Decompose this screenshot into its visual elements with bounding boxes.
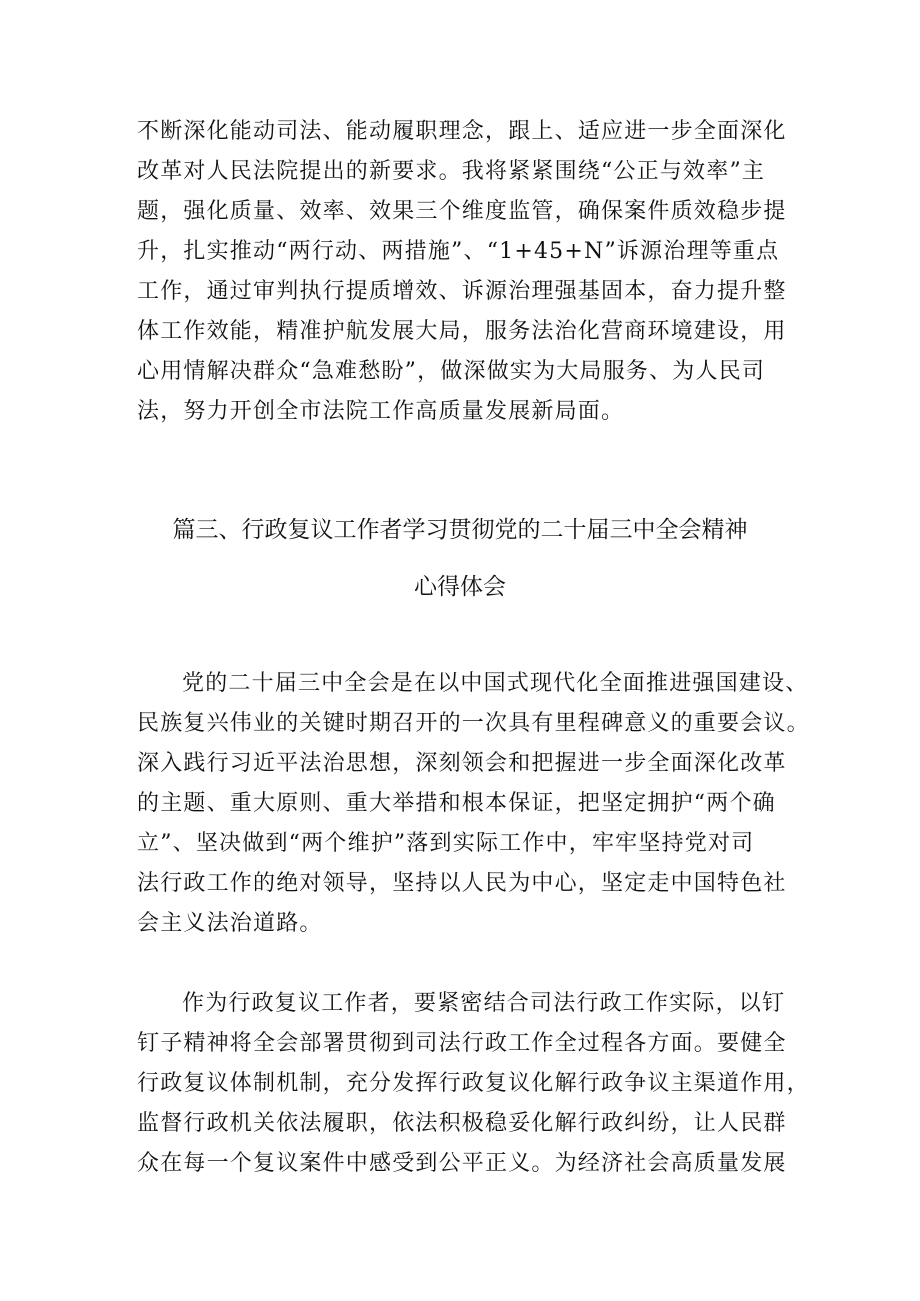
title-line-1: 篇三、行政复议工作者学习贯彻党的二十届三中全会精神 (172, 517, 748, 543)
text-line: 体工作效能，精准护航发展大局，服务法治化营商环境建设，用 (137, 319, 787, 344)
text-line: 民族复兴伟业的关键时期召开的一次具有里程碑意义的重要会议。 (137, 711, 810, 736)
text-line: 众在每一个复议案件中感受到公平正义。为经济社会高质量发展 (137, 1151, 787, 1176)
text-line: 不断深化能动司法、能动履职理念，跟上、适应进一步全面深化 (137, 119, 787, 144)
text-line: 立”、坚决做到“两个维护”落到实际工作中，牢牢坚持党对司 (137, 831, 755, 856)
text-line: 钉子精神将全会部署贯彻到司法行政工作全过程各方面。要健全 (137, 1031, 787, 1056)
text-line: 会主义法治道路。 (137, 911, 323, 936)
text-line: 的主题、重大原则、重大举措和根本保证，把坚定拥护“两个确 (137, 791, 776, 816)
text-line: 深入践行习近平法治思想，深刻领会和把握进一步全面深化改革 (137, 751, 787, 776)
text-line: 监督行政机关依法履职，依法积极稳妥化解行政纠纷，让人民群 (137, 1111, 787, 1136)
text-line: 心用情解决群众“急难愁盼”，做深做实为大局服务、为人民司 (137, 359, 766, 384)
text-line: 党的二十届三中全会是在以中国式现代化全面推进强国建设、 (182, 671, 809, 696)
title-line-2: 心得体会 (414, 574, 506, 600)
text-line: 工作，通过审判执行提质增效、诉源治理强基固本，奋力提升整 (137, 279, 787, 304)
text-line: 作为行政复议工作者，要紧密结合司法行政工作实际，以钉 (182, 991, 786, 1016)
text-line: 法行政工作的绝对领导，坚持以人民为中心，坚定走中国特色社 (137, 871, 787, 896)
text-line: 题，强化质量、效率、效果三个维度监管，确保案件质效稳步提 (137, 199, 787, 224)
text-line: 法，努力开创全市法院工作高质量发展新局面。 (137, 399, 625, 424)
text-line: 改革对人民法院提出的新要求。我将紧紧围绕“公正与效率”主 (137, 159, 766, 184)
text-line: 行政复议体制机制，充分发挥行政复议化解行政争议主渠道作用， (137, 1071, 810, 1096)
text-line: 升，扎实推动“两行动、两措施”、“1+45+N”诉源治理等重点 (137, 239, 780, 264)
